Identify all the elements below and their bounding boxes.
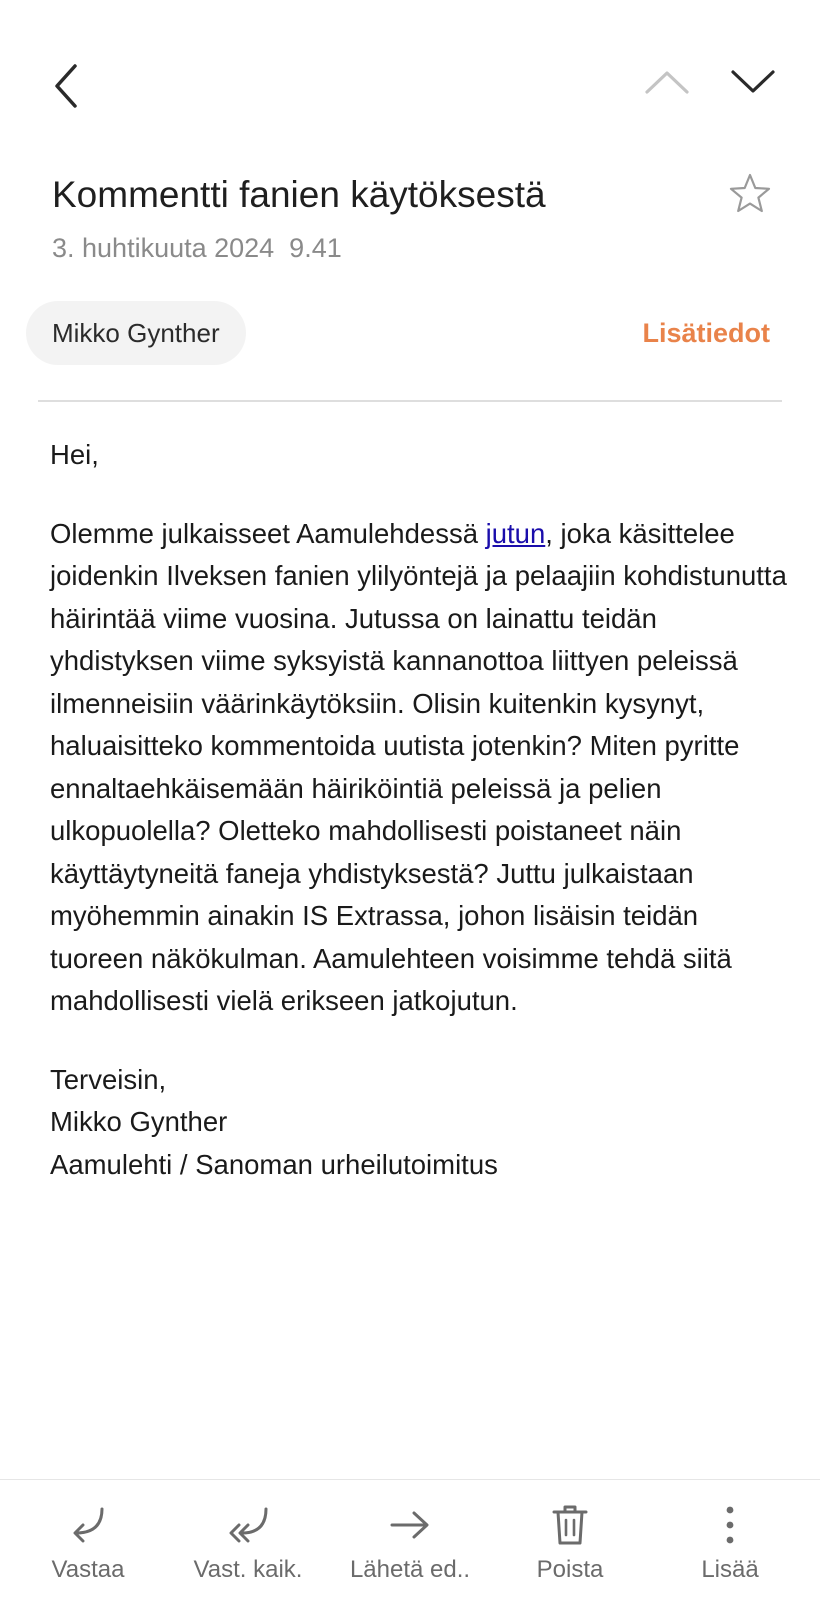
forward-arrow-icon [388, 1505, 432, 1545]
paragraph-gap [50, 1023, 790, 1059]
article-link[interactable]: jutun [485, 517, 546, 549]
more-label: Lisää [701, 1556, 759, 1583]
signature-org: Aamulehti / Sanoman urheilutoimitus [50, 1148, 498, 1180]
previous-email-button[interactable] [640, 62, 694, 102]
email-date: 3. huhtikuuta 2024 9.41 [52, 233, 342, 263]
back-button[interactable] [44, 60, 88, 112]
body-paragraph [50, 513, 790, 1023]
star-outline-icon [728, 172, 772, 216]
paragraph-gap [50, 477, 790, 513]
greeting: Hei, [50, 439, 99, 470]
reply-label: Vastaa [51, 1556, 125, 1583]
delete-button[interactable] [488, 1480, 652, 1600]
chevron-down-icon [730, 68, 776, 96]
next-email-button[interactable] [726, 62, 780, 102]
forward-button[interactable] [328, 1480, 492, 1600]
chevron-left-icon [51, 62, 81, 110]
details-link[interactable]: Lisätiedot [642, 318, 770, 348]
more-button[interactable] [648, 1480, 812, 1600]
reply-all-label: Vast. kaik. [193, 1556, 303, 1583]
reply-all-icon [224, 1505, 272, 1545]
sender-chip[interactable] [26, 301, 246, 365]
closing: Terveisin, [50, 1063, 167, 1095]
delete-label: Poista [536, 1556, 604, 1583]
sender-name: Mikko Gynther [52, 317, 220, 348]
signature-name: Mikko Gynther [50, 1106, 228, 1137]
star-button[interactable] [726, 170, 774, 218]
reply-button[interactable] [6, 1480, 170, 1600]
paragraph-intro: Olemme julkaisseet Aamulehdessä [50, 517, 486, 549]
reply-all-button[interactable] [166, 1480, 330, 1600]
chevron-up-icon [644, 68, 690, 96]
paragraph-rest: , joka käsittelee joidenkin Ilveksen fanien ylilyöntejä ja pelaajiin kohdistunutta häirintää viime vuosina. Jutussa on lainattu teidän yhdistyksen viime syksyistä kannanottoa liittyen peleissä ilmenneisiin väärinkäytöksiin. Olisin kuitenkin kysynyt, haluaisitteko kommentoida uutista jotenkin? Miten pyritte ennaltaehkäisemään häiriköintiä peleissä ja pelien ulkopuolella? Oletteko mahdollisesti poistaneet näin käyttäytyneitä faneja yhdistyksestä? Juttu julkaistaan myöhemmin ainakin IS Extrassa, johon lisäisin teidän tuoreen näkökulman. Aamulehteen voisimme tehdä siitä mahdollisesti vielä erikseen jatkojutun. [50, 517, 787, 1016]
email-subject: Kommentti fanien käytöksestä [52, 174, 546, 215]
header-divider [38, 400, 782, 402]
more-vertical-icon [724, 1505, 736, 1545]
trash-icon [550, 1503, 590, 1547]
bottom-action-bar [0, 1480, 820, 1600]
reply-icon [66, 1505, 110, 1545]
email-body [50, 434, 790, 1186]
top-bar [0, 0, 820, 160]
forward-label: Lähetä ed.. [349, 1556, 471, 1583]
